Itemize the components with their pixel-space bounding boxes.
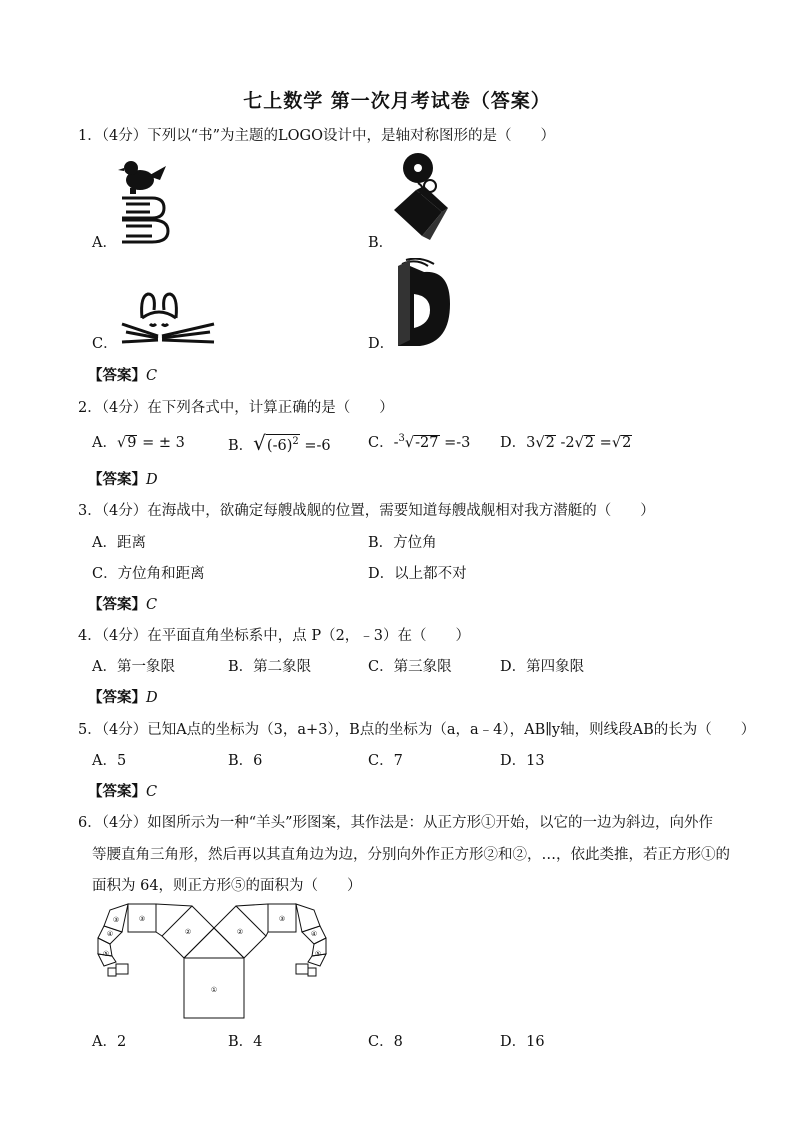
q6-option-c: C．8 [368,1034,403,1050]
bunny-open-book-logo-icon [118,288,218,348]
fig-label-4-left: ④ [106,930,114,938]
q4-option-a: A．第一象限 [92,659,175,675]
answer-value: C [146,368,158,384]
q2-option-b: B．$√(-6)^2 =-6$ [228,431,331,455]
fig-label-5-right: ⑤ [314,950,322,958]
fig-label-5-left: ⑤ [102,950,110,958]
q2-option-d: D．3√2 -2√2 =√2 [500,435,632,451]
q3-option-b: B．方位角 [368,535,437,551]
q4-option-c: C．第三象限 [368,659,452,675]
q1-answer: 【答案】C [88,368,158,384]
q3-option-d: D．以上都不对 [368,566,467,582]
question-1 [78,124,555,145]
q4-answer: 【答案】D [88,690,158,706]
q5-option-a: A．5 [92,753,127,769]
fig-label-2-right: ② [236,928,244,936]
book-letter-d-logo-icon [394,258,454,348]
page-title: 七上数学 第一次月考试卷（答案） [243,90,551,112]
question-3: 3．（4分）在海战中，欲确定每艘战舰的位置，需要知道每艘战舰相对我方潜艇的（ ） [78,503,655,519]
fig-label-2-left: ② [184,928,192,936]
q1-option-a-label: A． [92,235,117,251]
q2-answer: 【答案】D [88,472,158,488]
question-6-line-2: 等腰直角三角形，然后再以其直角边为边，分别向外作正方形②和②，…，依此类推，若正方形①的 [92,847,730,863]
question-5: 5．（4分）已知A点的坐标为（3，a+3），B点的坐标为（a，a﹣4），AB∥y轴，则线段AB的长为（ ） [78,722,756,738]
question-6: 6．（4分）如图所示为一种“羊头”形图案，其作法是：从正方形①开始，以它的一边为斜边，向外作 [78,815,714,831]
ram-head-figure [92,898,332,1020]
fig-label-3-left: ③ [138,915,146,923]
q1-option-b-label: B． [368,235,394,251]
q2-option-c: C．-$^3$√-27 =-3 [368,433,471,451]
q5-option-d: D．13 [500,753,545,769]
q5-option-c: C．7 [368,753,403,769]
q4-option-b: B．第二象限 [228,659,312,675]
fig-label-4-right: ④ [310,930,318,938]
book-stack-bird-logo-icon [116,158,172,246]
q3-answer: 【答案】C [88,597,158,613]
q4-option-d: D．第四象限 [500,659,585,675]
q6-option-a: A．2 [92,1034,127,1050]
question-2: 2．（4分）在下列各式中，计算正确的是（ ） [78,400,394,416]
question-4: 4．（4分）在平面直角坐标系中，点 P（2，﹣3）在（ ） [78,628,471,644]
question-number: 1． [78,128,102,144]
q1-option-c-label: C． [92,336,118,352]
q3-option-a: A．距离 [92,535,146,551]
fig-label-1: ① [210,986,218,994]
q5-answer: 【答案】C [88,784,158,800]
q2-option-a: A．√9 = ± 3 [92,435,185,451]
q1-option-d-label: D． [368,336,395,352]
q3-option-c: C．方位角和距离 [92,566,205,582]
book-with-balloon-logo-icon [390,152,450,244]
fig-label-3-right: ③ [278,915,286,923]
fig-label-3b-left: ③ [112,916,120,924]
question-text: （4分）下列以“书”为主题的LOGO设计中，是轴对称图形的是（ ） [101,128,556,144]
q6-option-b: B．4 [228,1034,263,1050]
q6-option-d: D．16 [500,1034,545,1050]
q5-option-b: B．6 [228,753,263,769]
question-6-line-3: 面积为 64，则正方形⑤的面积为（ ） [92,878,362,894]
